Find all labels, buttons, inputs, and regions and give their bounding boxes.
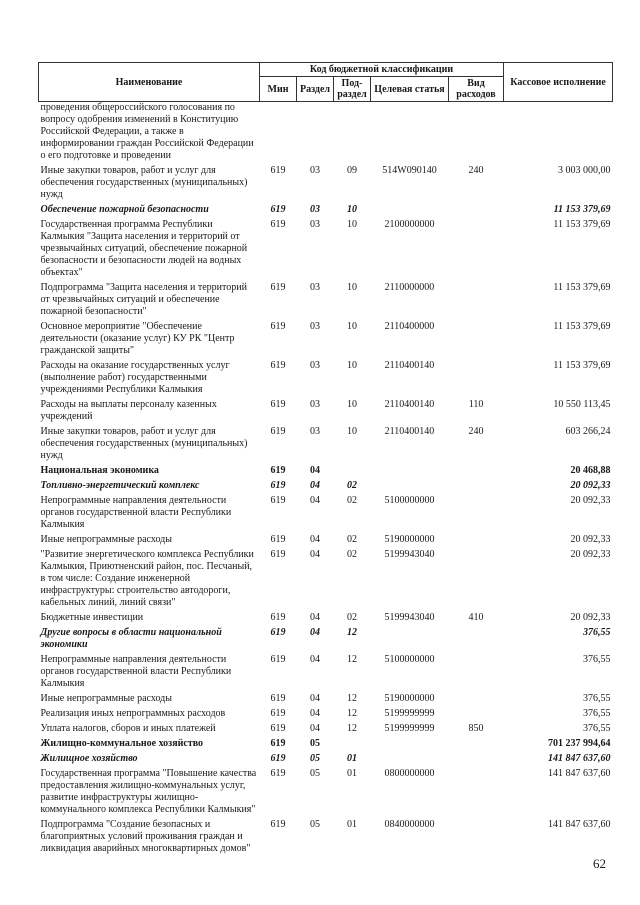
row-min: 619 bbox=[270, 768, 286, 779]
row-vid bbox=[449, 462, 504, 477]
row-vid bbox=[449, 357, 504, 396]
row-podrazdel: 02 bbox=[347, 612, 357, 623]
row-vid: 240 bbox=[468, 165, 484, 176]
row-min: 619 bbox=[270, 321, 286, 332]
row-sum: 603 266,24 bbox=[565, 426, 611, 437]
row-min bbox=[260, 102, 297, 163]
row-vid: 240 bbox=[468, 426, 484, 437]
row-vid bbox=[449, 318, 504, 357]
header-code-group: Код бюджетной классификации bbox=[260, 63, 504, 77]
row-podrazdel: 10 bbox=[347, 321, 357, 332]
row-statya: 5199943040 bbox=[384, 612, 435, 623]
table-header bbox=[39, 63, 613, 102]
row-name: Государственная программа "Повышение качества предоставления жилищно-коммунальных услуг, развитие инфраструктуры жилищно-коммунального комплекса Республики Калмыкия" bbox=[40, 768, 257, 815]
row-statya: 0840000000 bbox=[384, 819, 435, 830]
table-row bbox=[39, 690, 613, 705]
row-sum: 11 153 379,69 bbox=[553, 282, 611, 293]
row-razdel: 03 bbox=[310, 321, 320, 332]
row-min: 619 bbox=[270, 480, 286, 491]
row-razdel: 03 bbox=[310, 399, 320, 410]
table-row bbox=[39, 531, 613, 546]
row-razdel: 04 bbox=[310, 549, 320, 560]
header-podrazdel: Под-раздел bbox=[334, 77, 371, 102]
row-podrazdel: 02 bbox=[347, 495, 357, 506]
row-statya: 5199999999 bbox=[384, 723, 435, 734]
table-body bbox=[39, 102, 613, 856]
row-name: "Развитие энергетического комплекса Республики Калмыкия, Приютненский район, пос. Песчаный, в том числе: Создание инженерной инфраструктуры: строительство автодороги, кабельных линий, линий связи" bbox=[40, 549, 254, 608]
row-sum: 376,55 bbox=[583, 627, 611, 638]
row-statya: 2110400140 bbox=[384, 399, 435, 410]
row-statya: 5100000000 bbox=[384, 654, 435, 665]
row-sum: 376,55 bbox=[583, 693, 611, 704]
row-min: 619 bbox=[270, 360, 286, 371]
row-vid bbox=[449, 216, 504, 279]
table-row bbox=[39, 279, 613, 318]
row-podrazdel: 10 bbox=[347, 219, 357, 230]
row-podrazdel: 10 bbox=[347, 399, 357, 410]
row-sum: 141 847 637,60 bbox=[548, 768, 611, 779]
row-podrazdel: 12 bbox=[347, 708, 357, 719]
table-row bbox=[39, 720, 613, 735]
row-vid bbox=[449, 279, 504, 318]
row-sum: 20 092,33 bbox=[570, 612, 611, 623]
row-min: 619 bbox=[270, 819, 286, 830]
row-razdel: 05 bbox=[310, 819, 320, 830]
table-row bbox=[39, 546, 613, 609]
row-statya bbox=[371, 102, 449, 163]
row-sum: 141 847 637,60 bbox=[548, 753, 611, 764]
row-vid bbox=[449, 735, 504, 750]
table-row bbox=[39, 492, 613, 531]
row-podrazdel bbox=[334, 462, 371, 477]
row-vid bbox=[449, 531, 504, 546]
row-podrazdel: 02 bbox=[347, 480, 357, 491]
row-razdel: 04 bbox=[310, 627, 320, 638]
row-razdel: 04 bbox=[310, 480, 320, 491]
row-statya: 2110400140 bbox=[384, 426, 435, 437]
row-name: Иные закупки товаров, работ и услуг для обеспечения государственных (муниципальных) нужд bbox=[40, 426, 248, 461]
row-vid bbox=[449, 765, 504, 816]
row-vid bbox=[449, 102, 504, 163]
row-min: 619 bbox=[270, 723, 286, 734]
table-row bbox=[39, 735, 613, 750]
row-sum: 701 237 994,64 bbox=[548, 738, 611, 749]
row-razdel: 03 bbox=[310, 219, 320, 230]
row-sum: 20 092,33 bbox=[570, 534, 611, 545]
row-name: Подпрограмма "Защита населения и территорий от чрезвычайных ситуаций и обеспечение пожарной безопасности" bbox=[40, 282, 247, 317]
row-razdel: 03 bbox=[310, 426, 320, 437]
row-razdel: 04 bbox=[310, 612, 320, 623]
table-row bbox=[39, 609, 613, 624]
row-podrazdel: 01 bbox=[347, 768, 357, 779]
page-number: 62 bbox=[593, 856, 606, 871]
row-name: Жилищно-коммунальное хозяйство bbox=[40, 738, 204, 749]
table-row bbox=[39, 477, 613, 492]
row-sum: 20 092,33 bbox=[570, 495, 611, 506]
row-sum: 11 153 379,69 bbox=[553, 360, 611, 371]
row-sum: 20 468,88 bbox=[570, 465, 611, 476]
row-statya bbox=[371, 750, 449, 765]
row-name: Иные непрограммные расходы bbox=[40, 534, 172, 545]
row-razdel: 05 bbox=[310, 753, 320, 764]
row-name: Основное мероприятие "Обеспечение деятельности (оказание услуг) КУ РК "Центр гражданской защиты" bbox=[40, 321, 235, 356]
row-vid: 410 bbox=[468, 612, 484, 623]
row-podrazdel: 10 bbox=[347, 204, 357, 215]
row-statya: 5100000000 bbox=[384, 495, 435, 506]
row-razdel: 05 bbox=[310, 768, 320, 779]
row-statya: 2110000000 bbox=[384, 282, 435, 293]
row-statya bbox=[371, 462, 449, 477]
table-row bbox=[39, 357, 613, 396]
row-podrazdel: 02 bbox=[347, 549, 357, 560]
row-min: 619 bbox=[270, 282, 286, 293]
row-statya: 2110400000 bbox=[384, 321, 435, 332]
row-name: Непрограммные направления деятельности органов государственной власти Республики Калмыкия bbox=[40, 654, 232, 689]
row-vid bbox=[449, 624, 504, 651]
row-min: 619 bbox=[270, 165, 286, 176]
row-min: 619 bbox=[270, 204, 286, 215]
row-min: 619 bbox=[270, 495, 286, 506]
row-sum: 20 092,33 bbox=[570, 480, 611, 491]
header-vid: Вид расходов bbox=[449, 77, 504, 102]
table-row bbox=[39, 705, 613, 720]
row-vid bbox=[449, 492, 504, 531]
row-sum: 11 153 379,69 bbox=[553, 321, 611, 332]
row-min: 619 bbox=[270, 612, 286, 623]
row-min: 619 bbox=[270, 399, 286, 410]
row-razdel: 04 bbox=[310, 723, 320, 734]
row-statya bbox=[371, 624, 449, 651]
row-vid bbox=[449, 477, 504, 492]
table-row bbox=[39, 816, 613, 855]
row-min: 619 bbox=[270, 219, 286, 230]
row-sum: 3 003 000,00 bbox=[558, 165, 611, 176]
budget-table bbox=[38, 62, 613, 855]
row-vid: 850 bbox=[468, 723, 484, 734]
row-statya: 5199943040 bbox=[384, 549, 435, 560]
row-razdel: 04 bbox=[310, 693, 320, 704]
row-vid: 110 bbox=[468, 399, 484, 410]
row-razdel: 04 bbox=[310, 495, 320, 506]
row-sum: 376,55 bbox=[583, 654, 611, 665]
row-podrazdel: 12 bbox=[347, 654, 357, 665]
row-min: 619 bbox=[270, 693, 286, 704]
row-podrazdel bbox=[334, 102, 371, 163]
row-podrazdel: 12 bbox=[347, 627, 357, 638]
header-min: Мин bbox=[260, 77, 297, 102]
table-row bbox=[39, 765, 613, 816]
row-podrazdel: 12 bbox=[347, 723, 357, 734]
row-vid bbox=[449, 750, 504, 765]
row-podrazdel: 12 bbox=[347, 693, 357, 704]
table-row bbox=[39, 318, 613, 357]
row-sum: 376,55 bbox=[583, 708, 611, 719]
row-razdel bbox=[297, 102, 334, 163]
row-vid bbox=[449, 201, 504, 216]
row-name: Уплата налогов, сборов и иных платежей bbox=[40, 723, 216, 734]
row-name: Непрограммные направления деятельности органов государственной власти Республики Калмыкия bbox=[40, 495, 232, 530]
row-sum: 11 153 379,69 bbox=[553, 219, 611, 230]
row-statya bbox=[371, 201, 449, 216]
row-podrazdel: 01 bbox=[347, 753, 357, 764]
row-podrazdel: 10 bbox=[347, 360, 357, 371]
header-name: Наименование bbox=[39, 63, 260, 102]
row-statya: 5190000000 bbox=[384, 534, 435, 545]
row-min: 619 bbox=[270, 738, 286, 749]
row-sum: 141 847 637,60 bbox=[548, 819, 611, 830]
row-razdel: 04 bbox=[310, 654, 320, 665]
row-statya: 514W090140 bbox=[382, 165, 437, 176]
row-name: Расходы на выплаты персоналу казенных учреждений bbox=[40, 399, 217, 422]
row-sum: 376,55 bbox=[583, 723, 611, 734]
row-podrazdel: 10 bbox=[347, 426, 357, 437]
header-execution: Кассовое исполнение bbox=[504, 63, 613, 102]
header-razdel: Раздел bbox=[297, 77, 334, 102]
row-min: 619 bbox=[270, 708, 286, 719]
header-statya: Целевая статья bbox=[371, 77, 449, 102]
row-min: 619 bbox=[270, 549, 286, 560]
row-min: 619 bbox=[270, 654, 286, 665]
row-vid bbox=[449, 816, 504, 855]
row-podrazdel: 10 bbox=[347, 282, 357, 293]
row-statya bbox=[371, 735, 449, 750]
row-podrazdel: 01 bbox=[347, 819, 357, 830]
row-name: Государственная программа Республики Калмыкия "Защита населения и территорий от чрезвычайных ситуаций, обеспечение пожарной безопасности и безопасности людей на водных объектах" bbox=[40, 219, 248, 278]
table-row bbox=[39, 216, 613, 279]
row-min: 619 bbox=[270, 753, 286, 764]
table-row bbox=[39, 462, 613, 477]
row-sum: 11 153 379,69 bbox=[553, 204, 611, 215]
row-name: Реализация иных непрограммных расходов bbox=[40, 708, 226, 719]
table-row bbox=[39, 651, 613, 690]
row-razdel: 03 bbox=[310, 360, 320, 371]
row-statya: 0800000000 bbox=[384, 768, 435, 779]
table-row bbox=[39, 750, 613, 765]
row-statya: 5190000000 bbox=[384, 693, 435, 704]
row-vid bbox=[449, 705, 504, 720]
row-razdel: 03 bbox=[310, 282, 320, 293]
row-name: Жилищное хозяйство bbox=[40, 753, 138, 764]
row-name: Расходы на оказание государственных услуг (выполнение работ) государственными учреждениями Республики Калмыкия bbox=[40, 360, 230, 395]
row-podrazdel: 09 bbox=[347, 165, 357, 176]
row-name: проведения общероссийского голосования по вопросу одобрения изменений в Конституцию Российской Федерации, а также в информировании граждан Российской Федерации о его подготовке и проведении bbox=[40, 102, 254, 161]
row-razdel: 03 bbox=[310, 204, 320, 215]
row-statya: 2100000000 bbox=[384, 219, 435, 230]
row-sum: 20 092,33 bbox=[570, 549, 611, 560]
row-min: 619 bbox=[270, 426, 286, 437]
row-statya bbox=[371, 477, 449, 492]
row-name: Национальная экономика bbox=[40, 465, 159, 476]
table-row bbox=[39, 423, 613, 462]
row-podrazdel: 02 bbox=[347, 534, 357, 545]
row-min: 619 bbox=[270, 627, 286, 638]
row-razdel: 03 bbox=[310, 165, 320, 176]
row-name: Иные закупки товаров, работ и услуг для обеспечения государственных (муниципальных) нужд bbox=[40, 165, 248, 200]
table-row bbox=[39, 624, 613, 651]
table-row bbox=[39, 162, 613, 201]
row-name: Иные непрограммные расходы bbox=[40, 693, 172, 704]
row-vid bbox=[449, 690, 504, 705]
table-row bbox=[39, 102, 613, 163]
row-name: Бюджетные инвестиции bbox=[40, 612, 144, 623]
row-name: Обеспечение пожарной безопасности bbox=[40, 204, 209, 215]
row-name: Подпрограмма "Создание безопасных и благоприятных условий проживания граждан и ликвидация аварийных многоквартирных домов" bbox=[40, 819, 251, 854]
row-vid bbox=[449, 651, 504, 690]
row-statya: 5199999999 bbox=[384, 708, 435, 719]
row-razdel: 04 bbox=[310, 534, 320, 545]
row-statya: 2110400140 bbox=[384, 360, 435, 371]
row-name: Другие вопросы в области национальной экономики bbox=[40, 627, 222, 650]
row-razdel: 05 bbox=[310, 738, 320, 749]
row-min: 619 bbox=[270, 465, 286, 476]
row-name: Топливно-энергетический комплекс bbox=[40, 480, 200, 491]
table-row bbox=[39, 396, 613, 423]
table-row bbox=[39, 201, 613, 216]
row-sum: 10 550 113,45 bbox=[553, 399, 611, 410]
row-podrazdel bbox=[334, 735, 371, 750]
row-sum bbox=[504, 102, 613, 163]
row-min: 619 bbox=[270, 534, 286, 545]
row-vid bbox=[449, 546, 504, 609]
row-razdel: 04 bbox=[310, 465, 320, 476]
row-razdel: 04 bbox=[310, 708, 320, 719]
